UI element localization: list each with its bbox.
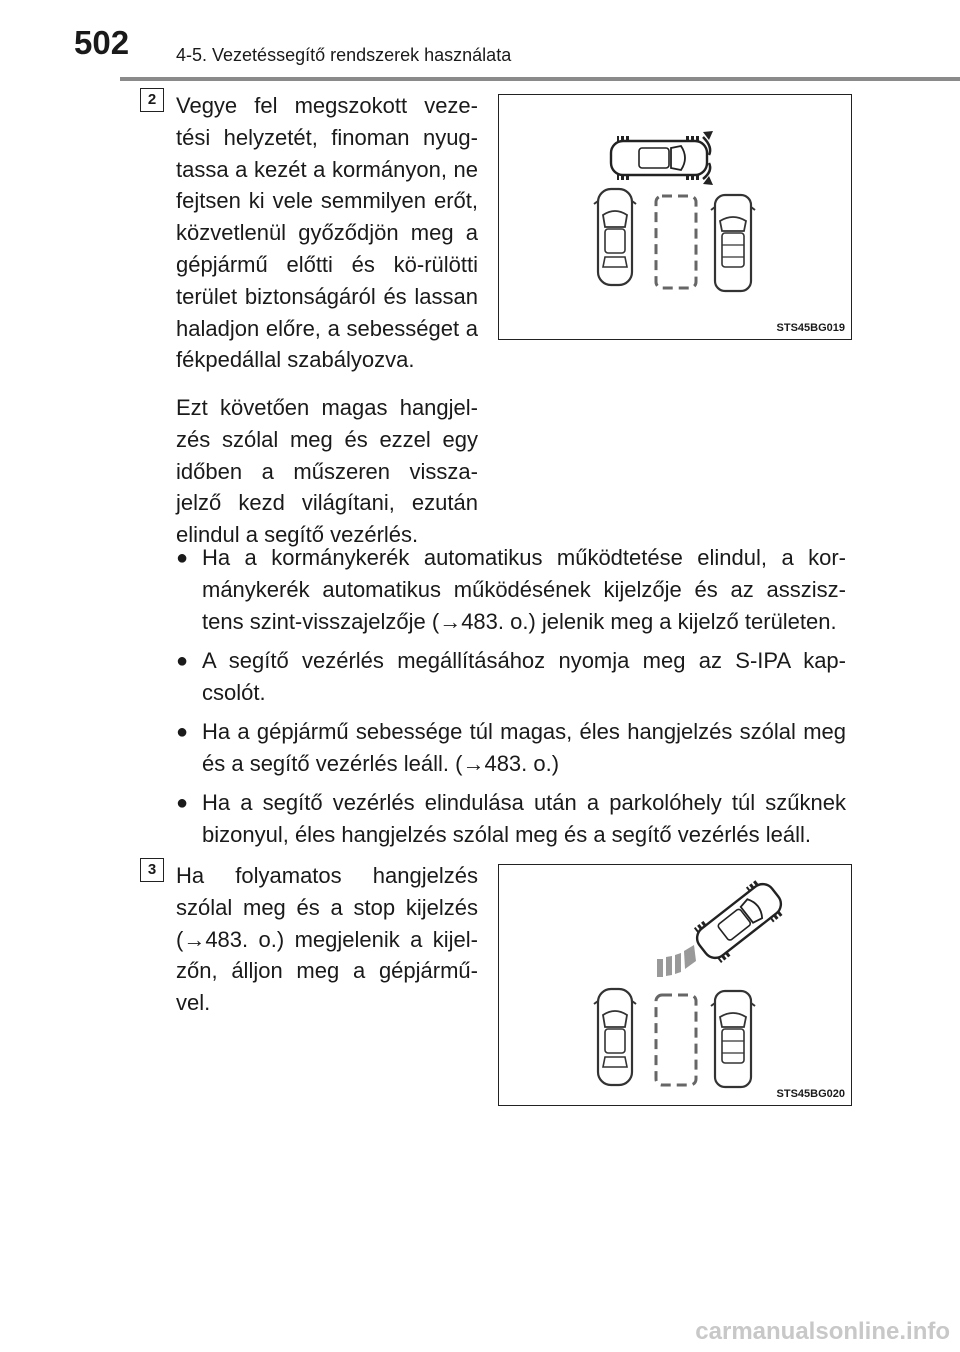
step-number-2: 2 <box>140 88 164 112</box>
list-item: ● Ha a kormánykerék automatikus működtetése elindul, a kor-mánykerék automatikus működésének kijelzője és az asszisz-tens szint-visszajelzője (→483. o.) jelenik meg a kijelző területen. <box>176 545 846 634</box>
parked-car-left <box>594 989 636 1085</box>
list-item: ● A segítő vezérlés megállításához nyomja meg az S-IPA kap-csolót. <box>176 648 846 705</box>
page-header <box>0 0 960 80</box>
header-divider <box>120 77 960 81</box>
step-number-3: 3 <box>140 858 164 882</box>
parked-car-left <box>594 189 636 285</box>
chapter-title: 4-5. Vezetéssegítő rendszerek használata <box>176 45 512 65</box>
parked-car-right <box>711 991 755 1087</box>
parking-diagram-1 <box>499 95 851 339</box>
list-item: ● Ha a gépjármű sebessége túl magas, éles hangjelzés szólal meg és a segítő vezérlés leáll. (→483. o.) <box>176 719 846 776</box>
parking-space-outline <box>656 196 696 288</box>
page-number: 502 <box>74 24 130 61</box>
list-item: ● Ha a segítő vezérlés elindulása után a parkolóhely túl szűknek bizonyul, éles hangjelzés szólal meg és a segítő vezérlés leáll. <box>176 790 846 847</box>
own-vehicle <box>691 878 787 965</box>
figure-parking-approach <box>498 94 852 340</box>
own-vehicle <box>611 139 707 177</box>
watermark: carmanualsonline.info <box>695 1318 950 1345</box>
figure-parking-stop <box>498 864 852 1106</box>
figure-code-2: STS45BG020 <box>776 1088 845 1100</box>
step3-paragraph: Ha folyamatos hangjelzés szólal meg és a stop kijelzés (→483. o.) megjelenik a kijel-zőn, álljon meg a gépjármű-vel. <box>176 863 478 1016</box>
parked-car-right <box>711 195 755 291</box>
step2-paragraph1: Vegye fel megszokott veze-tési helyzetét, finoman nyug-tassa a kezét a kormányon, ne fejtsen ki vele semmilyen erőt, közvetlenül győződjön meg a gépjármű előtti és kö-rülötti terület biztonságáról és lassan haladjon előre, a sebességet a fékpedállal szabályozva. <box>176 93 478 373</box>
backing-arrow <box>657 945 696 977</box>
step2-paragraph2: Ezt követően magas hangjel-zés szólal meg és ezzel egy időben a műszeren vissza-jelző kezd világítani, ezután elindul a segítő vezérlés. <box>176 395 478 548</box>
notes-list <box>176 542 846 858</box>
parking-diagram-2 <box>499 865 851 1105</box>
figure-code-1: STS45BG019 <box>776 322 845 334</box>
parking-space-outline <box>656 995 696 1085</box>
